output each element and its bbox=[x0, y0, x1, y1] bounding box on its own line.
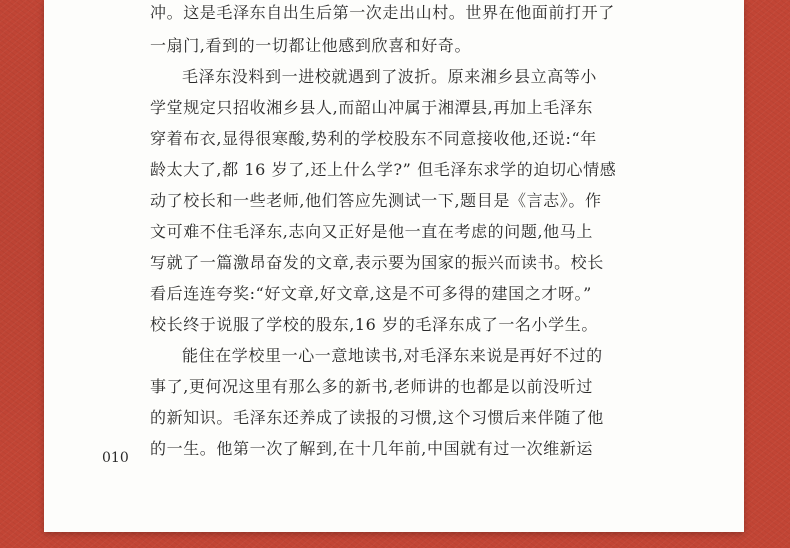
text-line: 文可难不住毛泽东,志向又正好是他一直在考虑的问题,他马上 bbox=[150, 222, 593, 241]
text-line: 动了校长和一些老师,他们答应先测试一下,题目是《言志》。作 bbox=[150, 191, 602, 210]
text-line: 校长终于说服了学校的股东,16 岁的毛泽东成了一名小学生。 bbox=[150, 315, 598, 334]
paragraph-start-line: 能住在学校里一心一意地读书,对毛泽东来说是再好不过的 bbox=[182, 346, 603, 365]
text-line: 穿着布衣,显得很寒酸,势利的学校股东不同意接收他,还说:“年 bbox=[150, 129, 597, 148]
paragraph-start-line: 毛泽东没料到一进校就遇到了波折。原来湘乡县立高等小 bbox=[182, 67, 598, 86]
text-line: 看后连连夸奖:“好文章,好文章,这是不可多得的建国之才呀。” bbox=[150, 284, 592, 303]
book-page bbox=[44, 0, 744, 532]
text-line: 事了,更何况这里有那么多的新书,老师讲的也都是以前没听过 bbox=[150, 377, 593, 396]
text-line: 冲。这是毛泽东自出生后第一次走出山村。世界在他面前打开了 bbox=[150, 3, 615, 22]
text-line: 写就了一篇激昂奋发的文章,表示要为国家的振兴而读书。校长 bbox=[150, 253, 604, 272]
text-line: 的新知识。毛泽东还养成了读报的习惯,这个习惯后来伴随了他 bbox=[150, 408, 604, 427]
text-line: 的一生。他第一次了解到,在十几年前,中国就有过一次维新运 bbox=[150, 439, 593, 458]
text-line: 一扇门,看到的一切都让他感到欣喜和好奇。 bbox=[150, 36, 472, 55]
text-line: 学堂规定只招收湘乡县人,而韶山冲属于湘潭县,再加上毛泽东 bbox=[150, 98, 593, 117]
text-line: 龄太大了,都 16 岁了,还上什么学?” 但毛泽东求学的迫切心情感 bbox=[150, 160, 617, 179]
page-number: 010 bbox=[102, 450, 129, 466]
